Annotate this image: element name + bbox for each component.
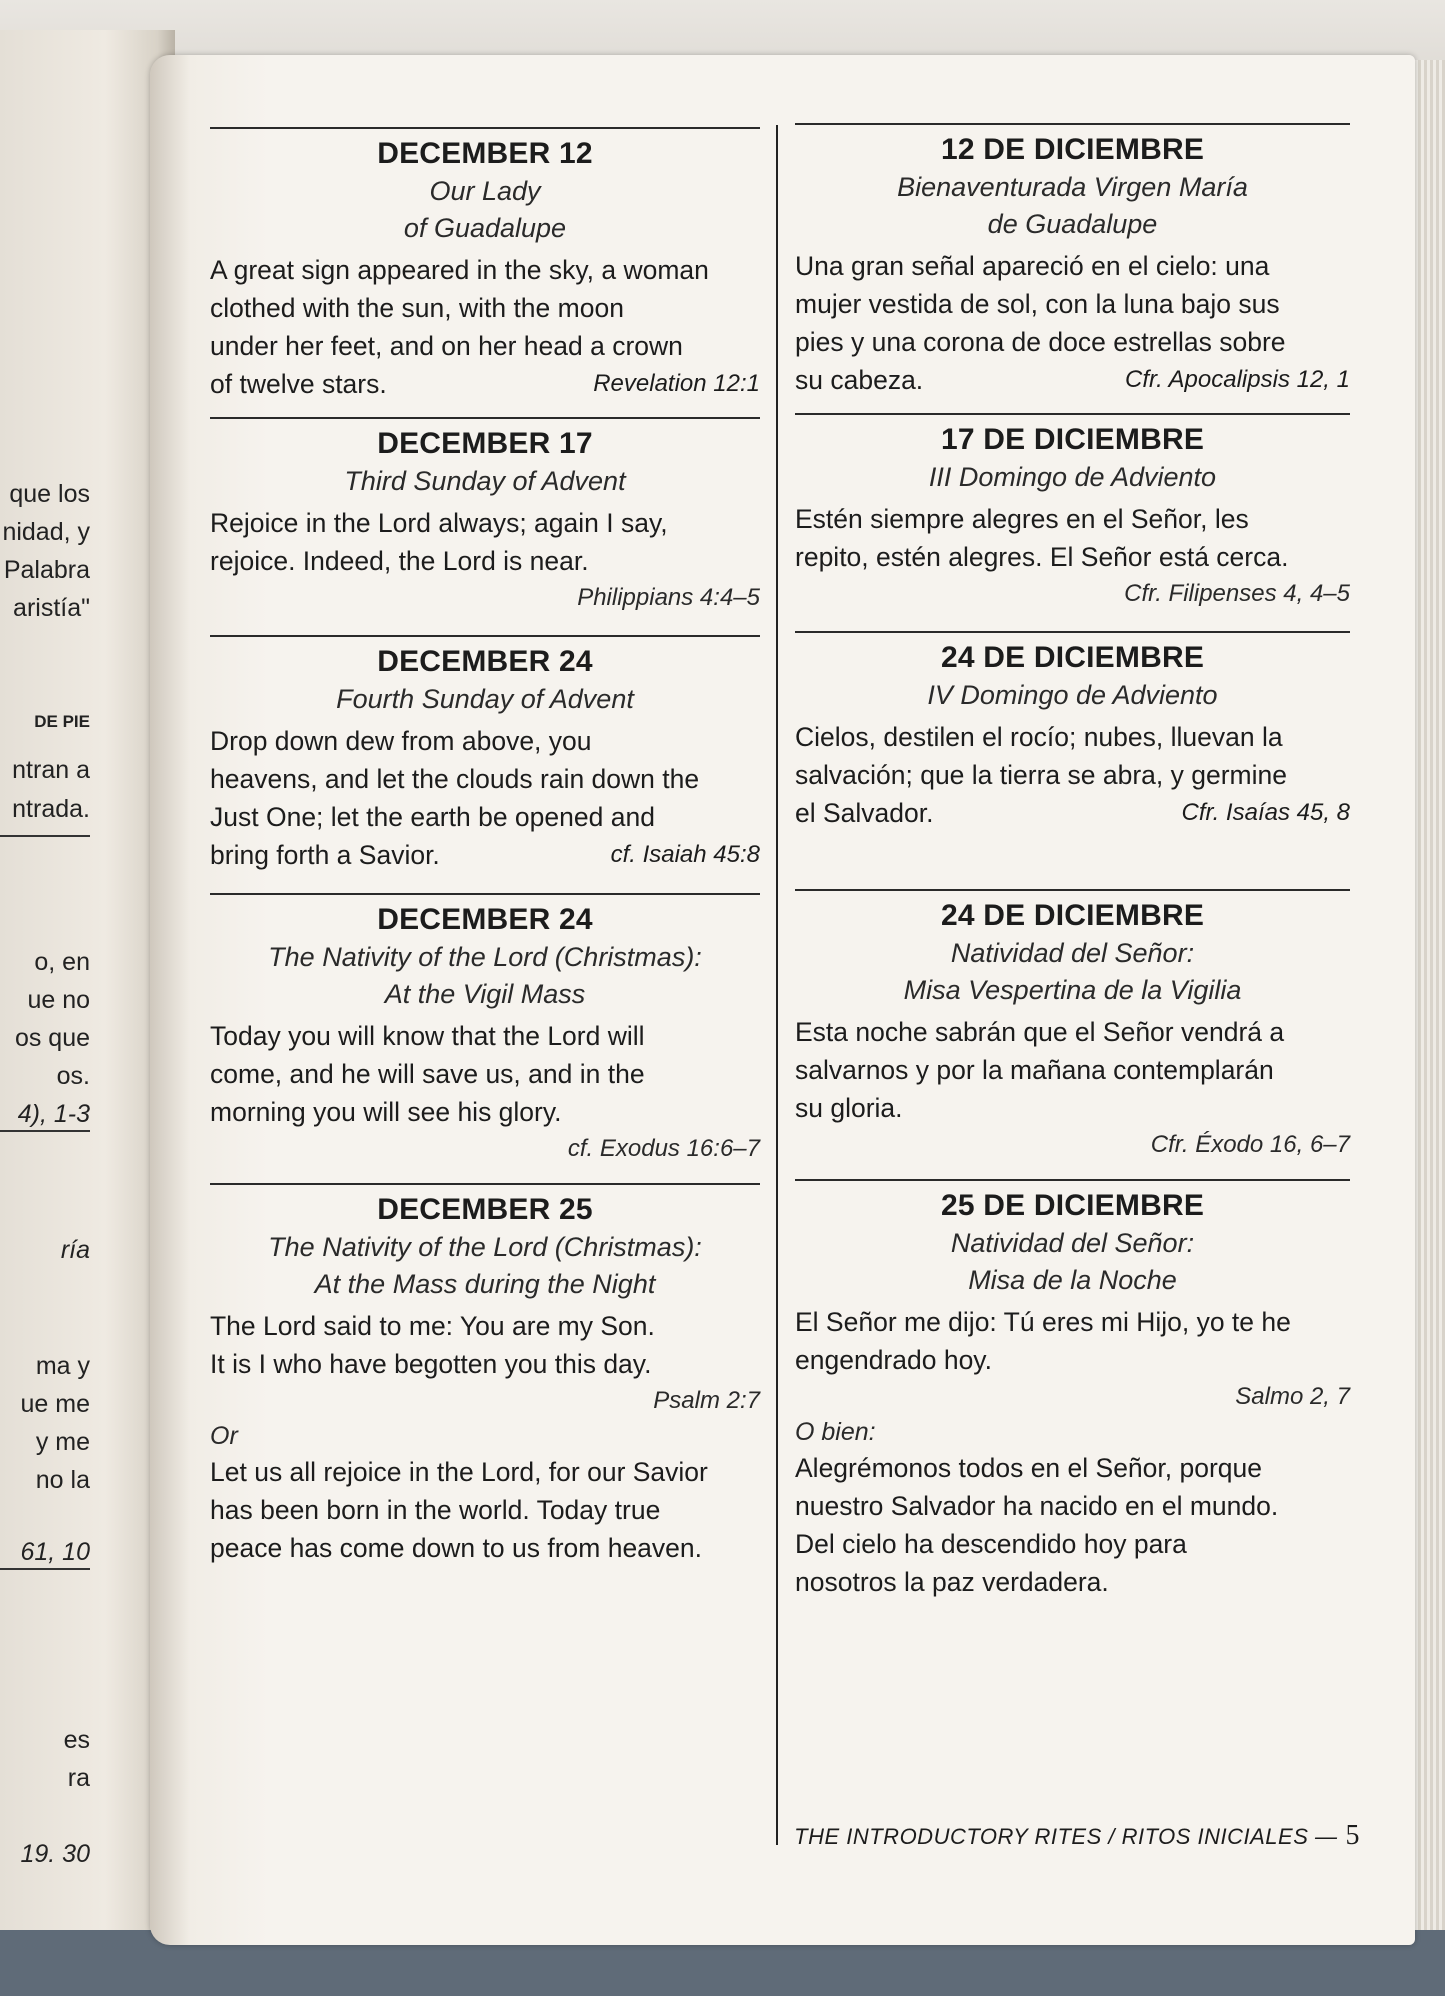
facing-page-text-fragment: nidad, y xyxy=(2,518,90,546)
facing-page-rule xyxy=(0,1568,90,1570)
facing-page-text-fragment: 4), 1-3 xyxy=(17,1100,90,1128)
feast-title: IV Domingo de Adviento xyxy=(927,680,1218,710)
antiphon-text xyxy=(210,251,760,403)
section-rule xyxy=(210,635,760,637)
feast-title: The Nativity of the Lord (Christmas): xyxy=(268,1232,702,1262)
antiphon-line: Estén siempre alegres en el Señor, les xyxy=(795,504,1249,534)
column-divider xyxy=(776,125,778,1845)
antiphon-line: Una gran señal apareció en el cielo: una xyxy=(795,251,1270,281)
alternative-antiphon-text xyxy=(795,1449,1350,1601)
entry-date: DECEMBER 24 xyxy=(377,645,593,678)
antiphon-text xyxy=(795,500,1350,576)
entry-date: DECEMBER 24 xyxy=(377,903,593,936)
section-rule xyxy=(210,1183,760,1185)
feast-title: Natividad del Señor: xyxy=(950,1228,1195,1258)
left-facing-page xyxy=(0,30,175,1930)
antiphon-text xyxy=(795,247,1350,399)
antiphon-line: morning you will see his glory. xyxy=(210,1097,562,1127)
antiphon-line xyxy=(210,365,760,403)
scripture-citation: Cfr. Apocalipsis 12, 1 xyxy=(1125,366,1350,393)
antiphon-text xyxy=(795,1303,1350,1379)
antiphon-text xyxy=(210,1017,760,1131)
antiphon-text xyxy=(795,1013,1350,1127)
entry-date: DECEMBER 17 xyxy=(377,427,593,460)
antiphon-line: El Señor me dijo: Tú eres mi Hijo, yo te he xyxy=(795,1307,1291,1337)
entry-english-dec-17 xyxy=(210,425,760,616)
facing-page-text-fragment: ma y xyxy=(35,1352,90,1380)
feast-title: Bienaventurada Virgen María xyxy=(897,172,1248,202)
entry-date: 24 DE DICIEMBRE xyxy=(940,641,1205,674)
facing-page-text-fragment: que los xyxy=(9,480,90,508)
antiphon-line: engendrado hoy. xyxy=(795,1345,992,1375)
entry-spanish-dec-24-vigil xyxy=(795,897,1350,1163)
entry-date: DECEMBER 25 xyxy=(377,1193,593,1226)
antiphon-line: Just One; let the earth be opened and xyxy=(210,802,655,832)
feast-title: Our Lady xyxy=(429,176,541,206)
antiphon-line-text: el Salvador. xyxy=(795,798,934,828)
antiphon-text xyxy=(210,504,760,580)
antiphon-line: Cielos, destilen el rocío; nubes, lluevan la xyxy=(795,722,1283,752)
antiphon-line-text: su cabeza. xyxy=(795,365,924,395)
entry-english-dec-24-advent xyxy=(210,643,760,874)
section-rule xyxy=(795,1179,1350,1181)
antiphon-line: pies y una corona de doce estrellas sobre xyxy=(795,327,1286,357)
entry-date: 24 DE DICIEMBRE xyxy=(940,899,1205,932)
antiphon-line xyxy=(795,794,1350,832)
entry-date: 12 DE DICIEMBRE xyxy=(940,133,1205,166)
facing-page-text-fragment: DE PIE xyxy=(34,712,90,731)
antiphon-line: A great sign appeared in the sky, a woman xyxy=(210,255,709,285)
antiphon-line: Rejoice in the Lord always; again I say, xyxy=(210,508,668,538)
footer-section-title: THE INTRODUCTORY RITES / RITOS INICIALES — xyxy=(794,1824,1338,1849)
scripture-citation: Cfr. Filipenses 4, 4–5 xyxy=(1124,580,1350,607)
section-rule xyxy=(795,413,1350,415)
antiphon-line xyxy=(795,361,1350,399)
facing-page-text-fragment: Palabra xyxy=(3,556,90,584)
feast-title: Natividad del Señor: xyxy=(950,938,1195,968)
entry-english-dec-12 xyxy=(210,135,760,403)
feast-title: At the Vigil Mass xyxy=(384,979,586,1009)
antiphon-line: Let us all rejoice in the Lord, for our Savior xyxy=(210,1457,708,1487)
missal-page xyxy=(150,55,1415,1945)
facing-page-text-fragment: no la xyxy=(35,1466,90,1494)
entry-spanish-dec-25-night xyxy=(795,1187,1350,1601)
antiphon-line: nosotros la paz verdadera. xyxy=(795,1567,1109,1597)
antiphon-line: mujer vestida de sol, con la luna bajo sus xyxy=(795,289,1280,319)
facing-page-text-fragment: ría xyxy=(60,1236,90,1264)
section-rule xyxy=(795,889,1350,891)
antiphon-line: Del cielo ha descendido hoy para xyxy=(795,1529,1187,1559)
page-number: 5 xyxy=(1345,1820,1360,1851)
antiphon-text xyxy=(210,1307,760,1383)
entry-english-dec-24-vigil xyxy=(210,901,760,1167)
section-rule xyxy=(795,631,1350,633)
feast-title: Third Sunday of Advent xyxy=(344,466,626,496)
facing-page-text-fragment: ue no xyxy=(27,986,90,1014)
scripture-citation: cf. Isaiah 45:8 xyxy=(610,841,760,868)
facing-page-text-fragment: aristía" xyxy=(13,594,90,622)
antiphon-line: peace has come down to us from heaven. xyxy=(210,1533,703,1563)
facing-page-text-fragment: os. xyxy=(56,1062,90,1090)
antiphon-line xyxy=(210,836,760,874)
antiphon-line: rejoice. Indeed, the Lord is near. xyxy=(210,546,589,576)
antiphon-line: salvación; que la tierra se abra, y germine xyxy=(795,760,1287,790)
entry-date: DECEMBER 12 xyxy=(377,137,593,170)
scripture-citation: Cfr. Éxodo 16, 6–7 xyxy=(1150,1131,1350,1158)
antiphon-line-text: of twelve stars. xyxy=(210,369,387,399)
antiphon-line: heavens, and let the clouds rain down the xyxy=(210,764,700,794)
antiphon-line: come, and he will save us, and in the xyxy=(210,1059,645,1089)
facing-page-text-fragment: ue me xyxy=(20,1390,90,1418)
scripture-citation: Philippians 4:4–5 xyxy=(577,584,760,611)
facing-page-text-fragment: y me xyxy=(35,1428,90,1456)
antiphon-line: repito, estén alegres. El Señor está cerca. xyxy=(795,542,1289,572)
section-rule xyxy=(210,893,760,895)
entry-date: 25 DE DICIEMBRE xyxy=(940,1189,1205,1222)
scripture-citation: Revelation 12:1 xyxy=(593,370,760,397)
antiphon-line: It is I who have begotten you this day. xyxy=(210,1349,652,1379)
facing-page-text-fragment: 19. 30 xyxy=(20,1840,90,1868)
facing-page-text-fragment: es xyxy=(63,1726,90,1754)
antiphon-line: Drop down dew from above, you xyxy=(210,726,592,756)
feast-title: Misa Vespertina de la Vigilia xyxy=(903,975,1242,1005)
entry-spanish-dec-24-advent xyxy=(795,639,1350,832)
antiphon-line: salvarnos y por la mañana contemplarán xyxy=(795,1055,1274,1085)
entry-spanish-dec-12 xyxy=(795,131,1350,399)
page-footer xyxy=(740,1820,1360,1852)
antiphon-line: clothed with the sun, with the moon xyxy=(210,293,624,323)
feast-title: Fourth Sunday of Advent xyxy=(336,684,634,714)
scripture-citation: cf. Exodus 16:6–7 xyxy=(567,1135,760,1162)
facing-page-rule xyxy=(0,1130,90,1132)
entry-spanish-dec-17 xyxy=(795,421,1350,612)
alternative-label: Or xyxy=(210,1422,238,1450)
antiphon-line-text: bring forth a Savior. xyxy=(210,840,440,870)
scripture-citation: Salmo 2, 7 xyxy=(1235,1383,1350,1410)
entry-date: 17 DE DICIEMBRE xyxy=(940,423,1205,456)
feast-title: III Domingo de Adviento xyxy=(928,462,1217,492)
antiphon-line: Alegrémonos todos en el Señor, porque xyxy=(795,1453,1263,1483)
antiphon-line: under her feet, and on her head a crown xyxy=(210,331,683,361)
facing-page-text-fragment: os que xyxy=(14,1024,90,1052)
antiphon-line: The Lord said to me: You are my Son. xyxy=(210,1311,655,1341)
feast-title: The Nativity of the Lord (Christmas): xyxy=(268,942,702,972)
facing-page-text-fragment: ra xyxy=(67,1764,90,1792)
scripture-citation: Cfr. Isaías 45, 8 xyxy=(1181,799,1350,826)
scripture-citation: Psalm 2:7 xyxy=(653,1387,760,1414)
feast-title: of Guadalupe xyxy=(403,213,567,243)
antiphon-text xyxy=(210,722,760,874)
feast-title: de Guadalupe xyxy=(987,209,1158,239)
facing-page-rule xyxy=(0,835,90,837)
antiphon-text xyxy=(795,718,1350,832)
antiphon-line: nuestro Salvador ha nacido en el mundo. xyxy=(795,1491,1279,1521)
facing-page-text-fragment: ntran a xyxy=(12,756,90,784)
feast-title: Misa de la Noche xyxy=(968,1265,1177,1295)
antiphon-line: Esta noche sabrán que el Señor vendrá a xyxy=(795,1017,1285,1047)
facing-page-text-fragment: o, en xyxy=(34,948,90,976)
antiphon-line: has been born in the world. Today true xyxy=(210,1495,661,1525)
section-rule xyxy=(795,123,1350,125)
section-rule xyxy=(210,417,760,419)
section-rule xyxy=(210,127,760,129)
facing-page-text-fragment: ntrada. xyxy=(12,795,90,823)
feast-title: At the Mass during the Night xyxy=(314,1269,656,1299)
alternative-label: O bien: xyxy=(795,1418,876,1446)
entry-english-dec-25-night xyxy=(210,1191,760,1567)
facing-page-text-fragment: 61, 10 xyxy=(20,1538,90,1566)
antiphon-line: Today you will know that the Lord will xyxy=(210,1021,645,1051)
antiphon-line: su gloria. xyxy=(795,1093,903,1123)
alternative-antiphon-text xyxy=(210,1453,760,1567)
